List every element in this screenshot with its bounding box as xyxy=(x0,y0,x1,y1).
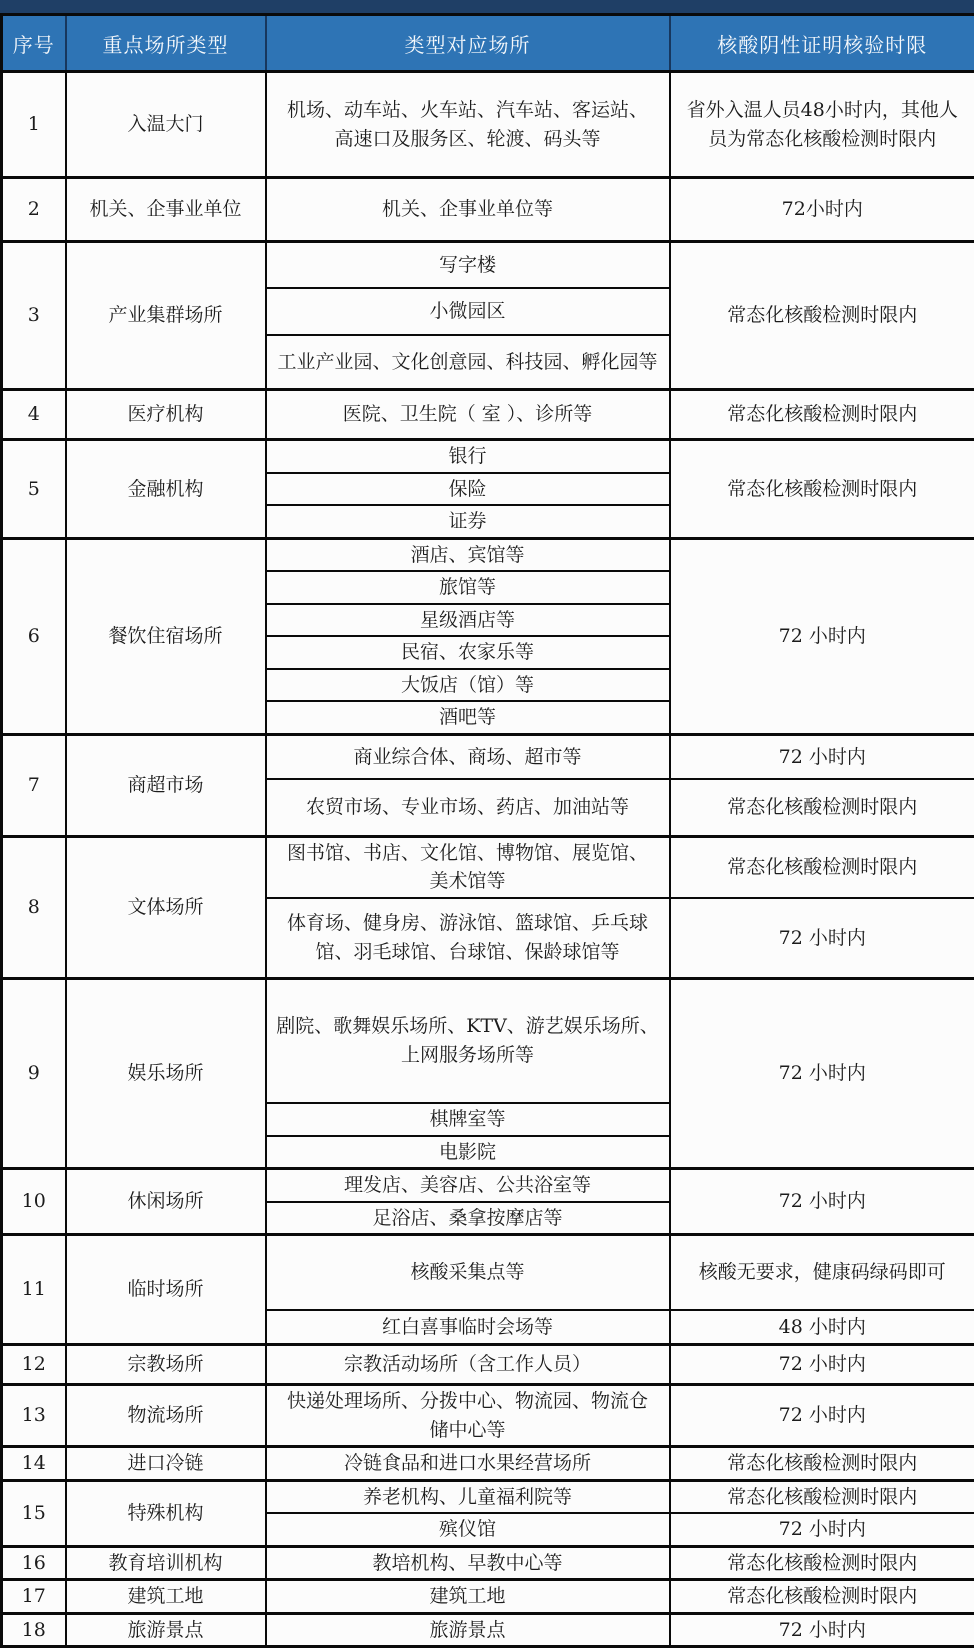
row-type: 休闲场所 xyxy=(66,1169,266,1235)
table-row xyxy=(2,538,974,571)
row-place: 证券 xyxy=(266,505,670,538)
row-place: 快递处理场所、分拨中心、物流园、物流仓 储中心等 xyxy=(266,1385,670,1447)
row-type: 特殊机构 xyxy=(66,1480,266,1546)
col-header-type: 重点场所类型 xyxy=(66,15,266,72)
row-type: 宗教场所 xyxy=(66,1345,266,1385)
table-row xyxy=(2,1447,974,1481)
table-row xyxy=(2,836,974,898)
row-place: 旅游景点 xyxy=(266,1613,670,1647)
row-num: 3 xyxy=(2,242,66,390)
row-place: 酒店、宾馆等 xyxy=(266,538,670,571)
col-header-places: 类型对应场所 xyxy=(266,15,670,72)
row-num: 1 xyxy=(2,72,66,178)
row-place: 酒吧等 xyxy=(266,701,670,734)
row-type: 机关、企事业单位 xyxy=(66,178,266,242)
row-type: 医疗机构 xyxy=(66,390,266,440)
table-row xyxy=(2,1546,974,1580)
row-limit: 常态化核酸检测时限内 xyxy=(670,1546,974,1580)
row-place: 小微园区 xyxy=(266,288,670,335)
row-type: 商超市场 xyxy=(66,734,266,836)
row-place: 冷链食品和进口水果经营场所 xyxy=(266,1447,670,1481)
row-type: 入温大门 xyxy=(66,72,266,178)
row-type: 旅游景点 xyxy=(66,1613,266,1647)
row-place: 工业产业园、文化创意园、科技园、孵化园等 xyxy=(266,335,670,390)
row-num: 16 xyxy=(2,1546,66,1580)
row-num: 13 xyxy=(2,1385,66,1447)
table-row xyxy=(2,440,974,473)
row-limit: 72 小时内 xyxy=(670,1169,974,1235)
row-limit: 常态化核酸检测时限内 xyxy=(670,1580,974,1614)
row-num: 7 xyxy=(2,734,66,836)
row-limit: 72 小时内 xyxy=(670,538,974,734)
row-type: 建筑工地 xyxy=(66,1580,266,1614)
row-limit: 72 小时内 xyxy=(670,1613,974,1647)
row-num: 17 xyxy=(2,1580,66,1614)
table-row xyxy=(2,1169,974,1202)
row-limit: 常态化核酸检测时限内 xyxy=(670,1447,974,1481)
row-place: 核酸采集点等 xyxy=(266,1235,670,1310)
row-place: 建筑工地 xyxy=(266,1580,670,1614)
col-header-index: 序号 xyxy=(2,15,66,72)
table-row xyxy=(2,1345,974,1385)
row-num: 10 xyxy=(2,1169,66,1235)
col-header-limit: 核酸阴性证明核验时限 xyxy=(670,15,974,72)
row-num: 5 xyxy=(2,440,66,539)
row-limit: 72 小时内 xyxy=(670,1385,974,1447)
table-row xyxy=(2,1480,974,1513)
row-type: 娱乐场所 xyxy=(66,978,266,1169)
table-row xyxy=(2,1385,974,1447)
row-place: 图书馆、书店、文化馆、博物馆、展览馆、 美术馆等 xyxy=(266,836,670,898)
row-type: 文体场所 xyxy=(66,836,266,978)
row-place: 旅馆等 xyxy=(266,571,670,604)
row-limit: 省外入温人员48小时内，其他人员为常态化核酸检测时限内 xyxy=(670,72,974,178)
row-place: 体育场、健身房、游泳馆、篮球馆、乒乓球 馆、羽毛球馆、台球馆、保龄球馆等 xyxy=(266,898,670,978)
row-place: 理发店、美容店、公共浴室等 xyxy=(266,1169,670,1202)
row-limit: 常态化核酸检测时限内 xyxy=(670,390,974,440)
row-place: 红白喜事临时会场等 xyxy=(266,1310,670,1345)
row-place: 足浴店、桑拿按摩店等 xyxy=(266,1202,670,1235)
row-type: 物流场所 xyxy=(66,1385,266,1447)
row-type: 产业集群场所 xyxy=(66,242,266,390)
row-num: 12 xyxy=(2,1345,66,1385)
row-type: 进口冷链 xyxy=(66,1447,266,1481)
row-num: 11 xyxy=(2,1235,66,1345)
row-place: 殡仪馆 xyxy=(266,1513,670,1546)
row-limit: 常态化核酸检测时限内 xyxy=(670,242,974,390)
row-type: 餐饮住宿场所 xyxy=(66,538,266,734)
row-limit: 48 小时内 xyxy=(670,1310,974,1345)
row-place: 机关、企事业单位等 xyxy=(266,178,670,242)
row-place: 养老机构、儿童福利院等 xyxy=(266,1480,670,1513)
row-limit: 72 小时内 xyxy=(670,898,974,978)
row-num: 14 xyxy=(2,1447,66,1481)
row-place: 民宿、农家乐等 xyxy=(266,636,670,669)
row-place: 大饭店（馆）等 xyxy=(266,669,670,702)
table-row xyxy=(2,72,974,178)
table-row xyxy=(2,734,974,779)
table-row xyxy=(2,1580,974,1614)
row-num: 15 xyxy=(2,1480,66,1546)
top-title-bar xyxy=(0,0,974,13)
row-type: 临时场所 xyxy=(66,1235,266,1345)
row-place: 宗教活动场所（含工作人员） xyxy=(266,1345,670,1385)
row-num: 6 xyxy=(2,538,66,734)
row-limit: 72 小时内 xyxy=(670,1513,974,1546)
row-place: 银行 xyxy=(266,440,670,473)
row-limit: 常态化核酸检测时限内 xyxy=(670,440,974,539)
table-row xyxy=(2,242,974,288)
row-type: 教育培训机构 xyxy=(66,1546,266,1580)
row-limit: 72 小时内 xyxy=(670,734,974,779)
row-place: 机场、动车站、火车站、汽车站、客运站、 高速口及服务区、轮渡、码头等 xyxy=(266,72,670,178)
table-row xyxy=(2,390,974,440)
row-limit: 核酸无要求，健康码绿码即可 xyxy=(670,1235,974,1310)
row-type: 金融机构 xyxy=(66,440,266,539)
row-num: 9 xyxy=(2,978,66,1169)
row-num: 8 xyxy=(2,836,66,978)
row-place: 电影院 xyxy=(266,1136,670,1169)
row-place: 星级酒店等 xyxy=(266,604,670,637)
table-header-row xyxy=(2,15,974,72)
row-limit: 72小时内 xyxy=(670,178,974,242)
row-place: 写字楼 xyxy=(266,242,670,288)
row-place: 医院、卫生院（ 室 ）、诊所等 xyxy=(266,390,670,440)
table-row xyxy=(2,1613,974,1647)
row-num: 2 xyxy=(2,178,66,242)
row-num: 18 xyxy=(2,1613,66,1647)
row-limit: 72 小时内 xyxy=(670,978,974,1169)
row-place: 棋牌室等 xyxy=(266,1103,670,1136)
row-limit: 常态化核酸检测时限内 xyxy=(670,779,974,836)
row-place: 农贸市场、专业市场、药店、加油站等 xyxy=(266,779,670,836)
row-limit: 常态化核酸检测时限内 xyxy=(670,836,974,898)
row-place: 商业综合体、商场、超市等 xyxy=(266,734,670,779)
row-place: 保险 xyxy=(266,473,670,506)
table-row xyxy=(2,178,974,242)
row-limit: 常态化核酸检测时限内 xyxy=(670,1480,974,1513)
venue-nucleic-acid-table xyxy=(0,13,974,1648)
table-row xyxy=(2,978,974,1103)
row-place: 教培机构、早教中心等 xyxy=(266,1546,670,1580)
row-place: 剧院、歌舞娱乐场所、KTV、游艺娱乐场所、 上网服务场所等 xyxy=(266,978,670,1103)
row-limit: 72 小时内 xyxy=(670,1345,974,1385)
row-num: 4 xyxy=(2,390,66,440)
table-row xyxy=(2,1235,974,1310)
